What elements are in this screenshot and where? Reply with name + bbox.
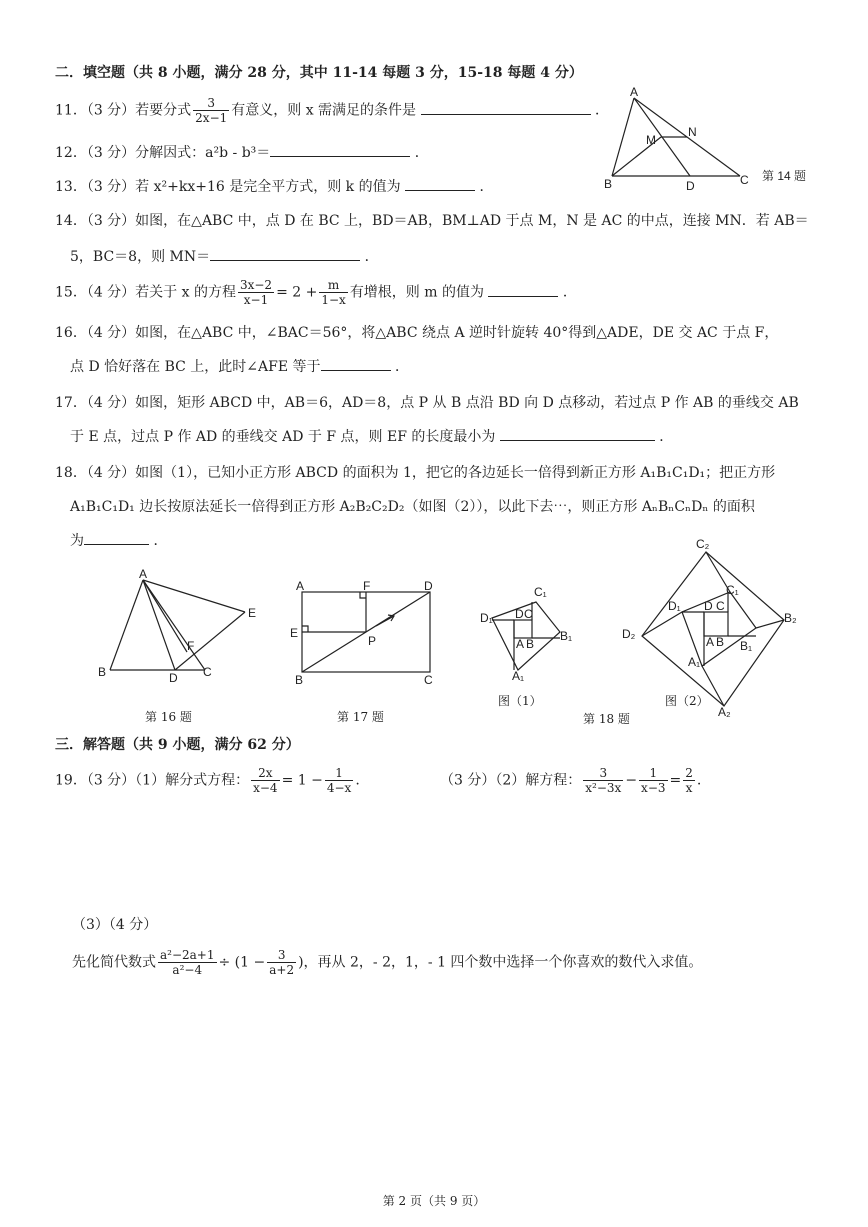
question-13 xyxy=(55,176,494,196)
label-E: E xyxy=(290,626,299,640)
label-F: F xyxy=(363,579,371,593)
denominator: 1−x xyxy=(321,293,346,307)
answer-blank xyxy=(210,248,360,261)
label-D: D xyxy=(424,579,433,593)
label-A2: A₂ xyxy=(718,705,731,719)
label-C1: C₁ xyxy=(534,585,547,599)
fraction xyxy=(158,948,217,977)
label-F: F xyxy=(187,639,195,653)
label-D1: D₁ xyxy=(668,599,681,613)
label-C: C xyxy=(716,599,725,613)
label-E: E xyxy=(248,606,257,620)
divide-text: ÷ (1 − xyxy=(218,954,266,971)
question-19-1 xyxy=(55,766,360,795)
fraction xyxy=(193,96,229,125)
numerator: 3 xyxy=(583,766,623,781)
question-11-text: 有意义，则 x 需满足的条件是 xyxy=(231,102,417,119)
figure-14 xyxy=(600,85,820,193)
question-16-line-2 xyxy=(70,356,409,376)
label-M: M xyxy=(646,133,656,147)
label-D: D xyxy=(704,599,713,613)
label-A1: A₁ xyxy=(688,655,701,669)
period: . xyxy=(696,772,702,789)
fraction xyxy=(251,766,279,795)
fraction xyxy=(639,766,667,795)
label-B1: B₁ xyxy=(560,629,573,643)
label-P: P xyxy=(368,634,377,648)
question-18-line-3 xyxy=(70,530,167,550)
equals-text: = 1 − xyxy=(281,772,323,789)
equals-text: = xyxy=(669,772,682,789)
numerator: a²−2a+1 xyxy=(160,948,215,962)
answer-blank xyxy=(321,358,391,371)
question-16-line-1: 16．（4 分）如图，在△ABC 中，∠BAC＝56°，将△ABC 绕点 A 逆时针旋转 40°得到△ADE，DE 交 AC 于点 F， xyxy=(55,325,779,341)
fraction xyxy=(325,766,353,795)
question-11 xyxy=(55,96,609,125)
period: ． xyxy=(562,284,577,301)
numerator: 1 xyxy=(639,766,667,781)
label-N: N xyxy=(688,125,697,139)
fraction xyxy=(583,766,623,795)
denominator: x²−3x xyxy=(585,781,622,795)
question-15-text: 有增根，则 m 的值为 xyxy=(349,284,484,301)
label-C1: C₁ xyxy=(726,583,739,597)
question-15-prefix: 15．（4 分）若关于 x 的方程 xyxy=(55,284,236,301)
label-C: C xyxy=(524,607,533,621)
caption-17: 第 17 题 xyxy=(337,710,384,724)
question-19-3 xyxy=(72,948,702,977)
caption-18: 第 18 题 xyxy=(583,712,630,726)
minus-text: − xyxy=(625,772,638,789)
label-D: D xyxy=(686,179,695,193)
period: ． xyxy=(479,179,494,195)
question-18-text: 为 xyxy=(70,533,84,549)
answer-blank xyxy=(488,284,558,297)
question-12-text: 12．（3 分）分解因式：a²b - b³＝ xyxy=(55,145,271,161)
denominator: 2x−1 xyxy=(195,111,228,125)
question-14-text: 5，BC＝8，则 MN＝ xyxy=(70,249,211,265)
answer-blank xyxy=(421,102,591,115)
label-D2: D₂ xyxy=(622,627,636,641)
question-17-text: 于 E 点，过点 P 作 AD 的垂线交 AD 于 F 点，则 EF 的长度最小为 xyxy=(70,429,496,445)
label-A: A xyxy=(139,567,148,581)
question-17-line-2 xyxy=(70,426,673,446)
figure-18-1 xyxy=(478,582,578,682)
label-B: B xyxy=(526,637,535,651)
denominator: 4−x xyxy=(326,781,352,795)
label-A: A xyxy=(516,637,525,651)
numerator: 1 xyxy=(325,766,353,781)
fraction xyxy=(267,948,296,977)
caption-18-2: 图（2） xyxy=(665,694,709,708)
numerator: 3x−2 xyxy=(239,278,273,292)
label-C2: C₂ xyxy=(696,537,710,551)
question-19-2 xyxy=(440,766,701,795)
label-B: B xyxy=(604,177,613,191)
label-C: C xyxy=(424,673,433,687)
label-A: A xyxy=(630,85,639,99)
equals-text: = 2 + xyxy=(276,284,318,301)
answer-blank xyxy=(500,428,655,441)
question-18-line-1: 18．（4 分）如图（1），已知小正方形 ABCD 的面积为 1，把它的各边延长一倍得到新正方形 A₁B₁C₁D₁；把正方形 xyxy=(55,465,776,481)
label-B1: B₁ xyxy=(740,639,753,653)
answer-blank xyxy=(270,144,410,157)
numerator: 2x xyxy=(251,766,279,781)
denominator: x−4 xyxy=(253,781,278,795)
label-C: C xyxy=(740,173,749,187)
label-B2: B₂ xyxy=(784,611,797,625)
question-16-text: 点 D 恰好落在 BC 上，此时∠AFE 等于 xyxy=(70,359,321,375)
period: ． xyxy=(659,429,674,445)
question-11-prefix: 11．（3 分）若要分式 xyxy=(55,102,192,119)
question-19-3-prefix: 先化简代数式 xyxy=(72,954,156,971)
label-A1: A₁ xyxy=(512,669,525,683)
question-12 xyxy=(55,142,429,162)
question-19-3-label: （3）（4 分） xyxy=(72,917,158,933)
label-B: B xyxy=(295,673,304,687)
numerator: 3 xyxy=(267,948,296,963)
caption-14: 第 14 题 xyxy=(762,169,807,183)
numerator: m xyxy=(319,278,347,293)
answer-blank xyxy=(405,178,475,191)
denominator: a+2 xyxy=(269,963,295,977)
period: ． xyxy=(364,249,379,265)
period: ． xyxy=(394,359,409,375)
denominator: x−3 xyxy=(641,781,666,795)
caption-18-1: 图（1） xyxy=(498,694,542,708)
denominator: x−1 xyxy=(243,293,269,307)
figure-18-2 xyxy=(620,538,810,718)
figure-17 xyxy=(290,580,450,690)
page-footer: 第 2 页（共 9 页） xyxy=(382,1194,486,1208)
label-A: A xyxy=(296,579,305,593)
section-2-title: 二．填空题（共 8 小题，满分 28 分，其中 11-14 每题 3 分，15-18 每题 4 分） xyxy=(55,65,583,81)
question-14-line-2 xyxy=(70,246,379,266)
numerator: 3 xyxy=(193,96,229,111)
question-19-3-text: )，再从 2，- 2，1，- 1 四个数中选择一个你喜欢的数代入求值。 xyxy=(298,954,703,971)
section-3-title: 三．解答题（共 9 小题，满分 62 分） xyxy=(55,737,300,753)
denominator: a²−4 xyxy=(172,963,203,977)
question-13-text: 13．（3 分）若 x²+kx+16 是完全平方式，则 k 的值为 xyxy=(55,179,401,195)
question-15 xyxy=(55,278,577,307)
question-19-1-text: 19．（3 分）（1）解分式方程： xyxy=(55,772,250,789)
fraction xyxy=(683,766,695,795)
label-D: D xyxy=(515,607,524,621)
period: ． xyxy=(414,145,429,161)
caption-16: 第 16 题 xyxy=(145,710,192,724)
figure-16 xyxy=(95,567,270,685)
period: ． xyxy=(153,533,168,549)
period: . xyxy=(355,772,360,789)
label-A: A xyxy=(706,635,715,649)
period: ． xyxy=(594,102,609,119)
fraction xyxy=(238,278,274,307)
question-14-line-1: 14．（3 分）如图，在△ABC 中，点 D 在 BC 上，BD＝AB，BM⊥AD 于点 M，N 是 AC 的中点，连接 MN．若 AB＝ xyxy=(55,213,809,229)
denominator: x xyxy=(685,781,693,795)
question-17-line-1: 17．（4 分）如图，矩形 ABCD 中，AB＝6，AD＝8，点 P 从 B 点沿 BD 向 D 点移动，若过点 P 作 AB 的垂线交 AB xyxy=(55,395,799,411)
label-B: B xyxy=(716,635,725,649)
numerator: 2 xyxy=(685,766,693,780)
fraction xyxy=(319,278,347,307)
question-19-2-text: （3 分）（2）解方程： xyxy=(440,772,582,789)
label-D: D xyxy=(169,671,178,685)
label-C: C xyxy=(203,665,212,679)
answer-blank xyxy=(84,532,149,545)
label-D1: D₁ xyxy=(480,611,493,625)
question-18-line-2: A₁B₁C₁D₁ 边长按原法延长一倍得到正方形 A₂B₂C₂D₂（如图（2）），以此下去⋯，则正方形 AₙBₙCₙDₙ 的面积 xyxy=(70,499,755,515)
label-B: B xyxy=(98,665,107,679)
